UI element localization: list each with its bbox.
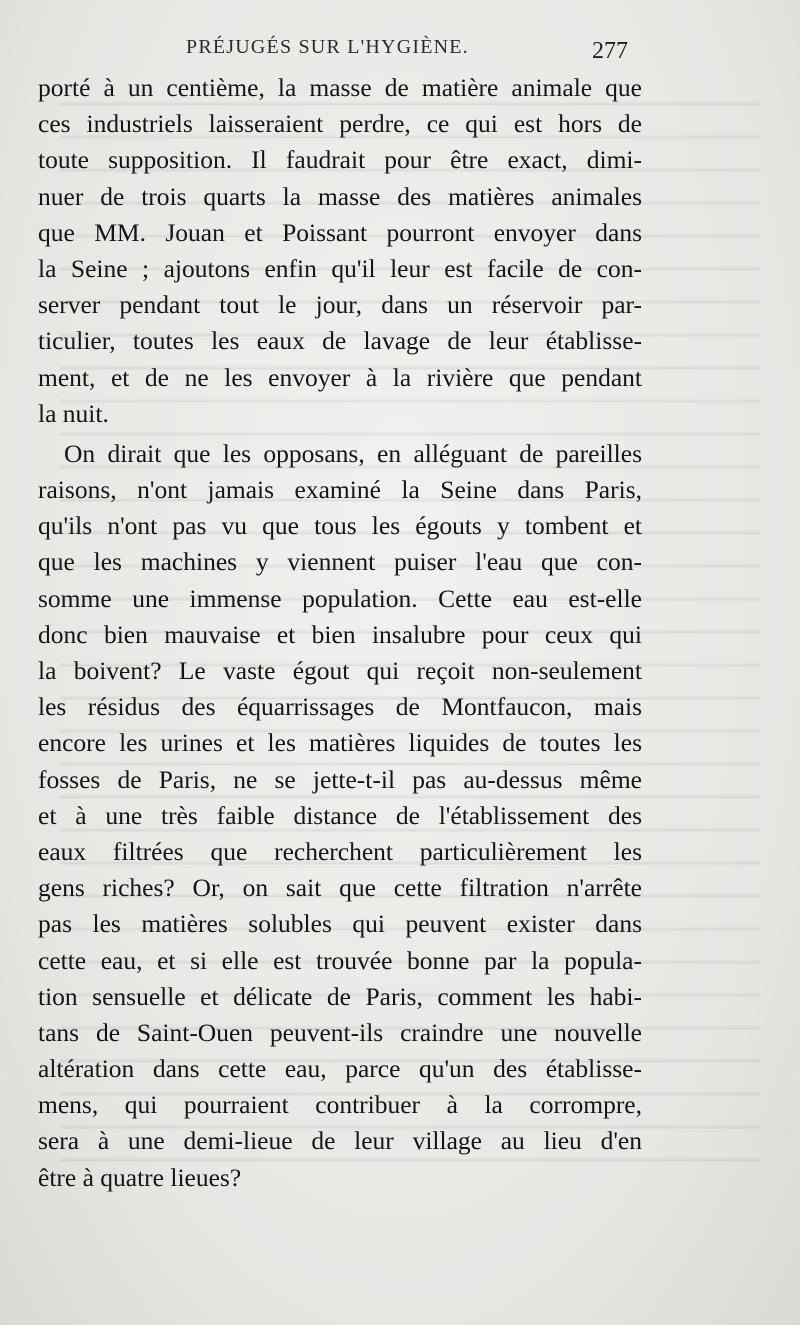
text-line: altération dans cette eau, parce qu'un des établisse- <box>38 1054 642 1084</box>
text-line: la nuit. <box>38 398 109 428</box>
text-line: mens, qui pourraient contribuer à la corrompre, <box>38 1090 642 1120</box>
text-line: que les machines y viennent puiser l'eau que con- <box>38 547 642 577</box>
text-line: donc bien mauvaise et bien insalubre pour ceux qui <box>38 619 642 649</box>
text-line: que MM. Jouan et Poissant pourront envoyer dans <box>38 217 642 247</box>
text-line: cette eau, et si elle est trouvée bonne par la popula- <box>38 945 642 975</box>
text-line: On dirait que les opposans, en alléguant de pareilles <box>64 438 642 468</box>
text-line: tans de Saint-Ouen peuvent-ils craindre une nouvelle <box>38 1017 642 1047</box>
text-line: encore les urines et les matières liquides de toutes les <box>38 728 642 758</box>
text-line: somme une immense population. Cette eau est-elle <box>38 583 642 613</box>
text-line: sera à une demi-lieue de leur village au lieu d'en <box>38 1126 642 1156</box>
text-line: la Seine ; ajoutons enfin qu'il leur est facile de con- <box>38 253 642 283</box>
text-line: ticulier, toutes les eaux de lavage de leur établisse- <box>38 326 642 356</box>
text-line: gens riches? Or, on sait que cette filtration n'arrête <box>38 873 642 903</box>
text-line: fosses de Paris, ne se jette-t-il pas au-dessus même <box>38 764 642 794</box>
text-line: eaux filtrées que recherchent particulièrement les <box>38 836 642 866</box>
text-line: server pendant tout le jour, dans un réservoir par- <box>38 290 642 320</box>
text-line: ces industriels laisseraient perdre, ce qui est hors de <box>38 109 642 139</box>
text-line: qu'ils n'ont pas vu que tous les égouts y tombent et <box>38 511 642 541</box>
page-number: 277 <box>592 38 628 64</box>
paragraph <box>38 70 642 432</box>
text-line: toute supposition. Il faudrait pour être exact, dimi- <box>38 145 642 175</box>
paragraph <box>38 436 642 1196</box>
text-line: la boivent? Le vaste égout qui reçoit non-seulement <box>38 656 642 685</box>
text-line: pas les matières solubles qui peuvent exister dans <box>38 909 642 939</box>
text-line: tion sensuelle et délicate de Paris, comment les habi- <box>38 981 642 1011</box>
text-line: être à quatre lieues? <box>38 1162 242 1192</box>
running-head: PRÉJUGÉS SUR L'HYGIÈNE. <box>186 36 469 58</box>
text-line: les résidus des équarrissages de Montfaucon, mais <box>38 692 642 722</box>
text-line: ment, et de ne les envoyer à la rivière que pendant <box>38 362 642 392</box>
text-line: raisons, n'ont jamais examiné la Seine dans Paris, <box>38 475 642 505</box>
text-line: porté à un centième, la masse de matière animale que <box>38 73 642 102</box>
body-text <box>38 70 642 1196</box>
text-line: et à une très faible distance de l'établissement des <box>38 800 642 830</box>
text-line: nuer de trois quarts la masse des matières animales <box>38 181 642 211</box>
